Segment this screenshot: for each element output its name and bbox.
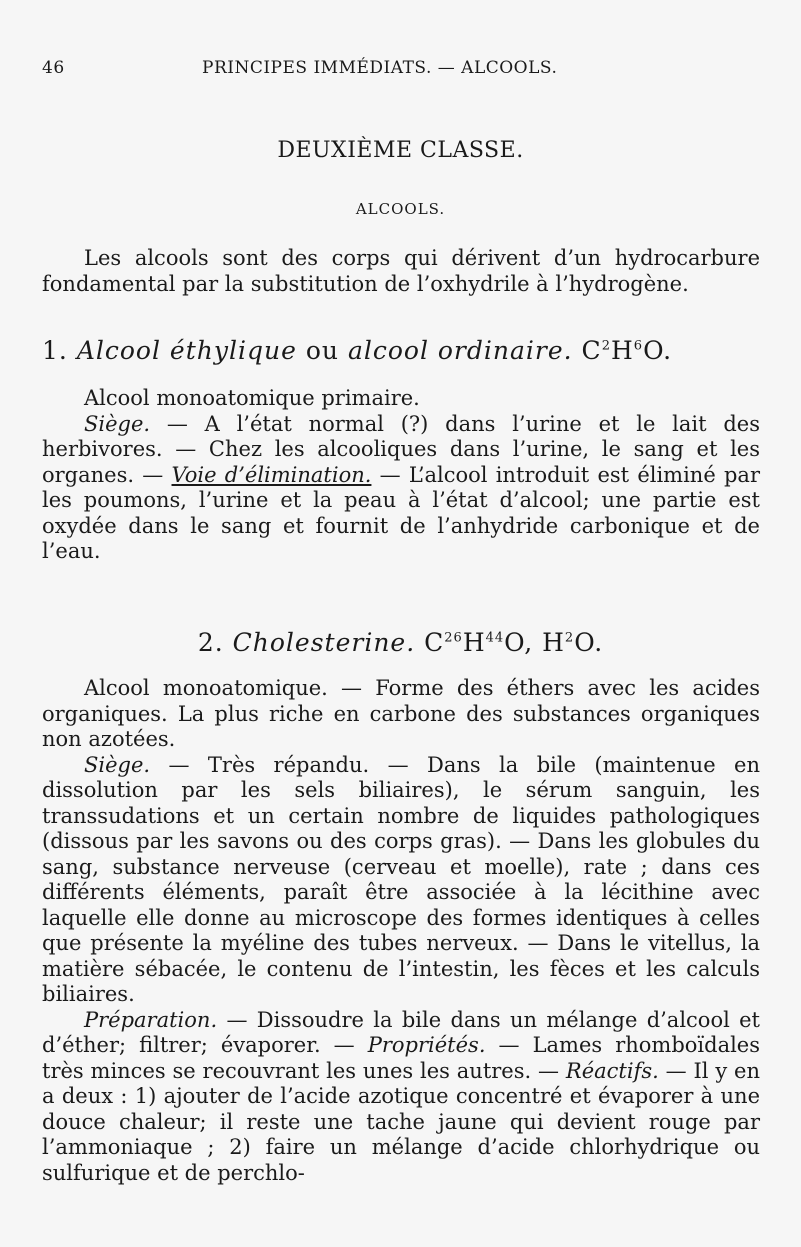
- entry-1-type: Alcool monoatomique primaire.: [84, 386, 420, 410]
- entry-2-siege-paragraph: [42, 753, 760, 1008]
- entry-2-type: Alcool monoatomique. — Forme des éthers avec les acides organiques. La plus riche en carbone des substances organiques non azotées.: [42, 676, 760, 751]
- formula-h: H: [462, 628, 486, 657]
- entry-2-name: Cholesterine.: [232, 628, 416, 657]
- entry-1-voie-label: Voie d’élimination.: [171, 462, 372, 487]
- entry-1-formula: [582, 336, 673, 365]
- formula-c: C: [424, 628, 445, 657]
- entry-2-siege-text: — Très répandu. — Dans la bile (maintenue en dissolution par les sels biliaires), le sérum sanguin, les transsudations et un certain nombre de liquides pathologiques (dissous par les savons ou des corps gras). — Dans les globules du sang, substance nerveuse (cerveau et moelle), rate ; dans ces différents éléments, paraît être associée à la lécithine avec laquelle elle donne au microscope des formes identiques à celles que présente la myéline des tubes nerveux. — Dans le vitellus, la matière sébacée, le contenu de l’intestin, les fèces et les calculs biliaires.: [42, 752, 760, 1006]
- running-head: [42, 58, 582, 86]
- formula-h-sub: 6: [633, 338, 644, 354]
- intro-text: Les alcools sont des corps qui dérivent d’un hydrocarbure fondamental par la substitution de l’oxhydrile à l’hydrogène.: [42, 246, 760, 296]
- entry-1-connector: ou: [305, 336, 339, 365]
- formula-c-sub: 2: [601, 338, 611, 354]
- entry-2-siege-label: Siège.: [84, 752, 151, 777]
- formula-h-sub: 44: [485, 630, 505, 646]
- formula-c-sub: 26: [444, 630, 463, 646]
- page-number: 46: [42, 58, 65, 78]
- entry-2-prop-label: Propriétés.: [367, 1033, 486, 1057]
- entry-1-siege-paragraph: [42, 412, 760, 565]
- section-label: ALCOOLS.: [355, 200, 446, 218]
- entry-2-preparation-paragraph: [42, 1008, 760, 1187]
- entry-2-body: [42, 676, 760, 1186]
- entry-1-alt-name: alcool ordinaire.: [347, 336, 573, 365]
- running-title: PRINCIPES IMMÉDIATS. — ALCOOLS.: [202, 58, 558, 78]
- entry-2-react-label: Réactifs.: [565, 1058, 659, 1083]
- formula-water-h-sub: 2: [564, 630, 575, 646]
- formula-water-o: O.: [574, 628, 604, 657]
- entry-2-heading: [42, 628, 759, 657]
- entry-2-prop-text: — Lames rhomboïdales très minces se recouvrant les unes les autres. —: [42, 1033, 761, 1083]
- entry-1-body: [42, 386, 760, 565]
- entry-1-siege-text: — A l’état normal (?) dans l’urine et le lait des herbivores. — Chez les alcooliques dans l’urine, le sang et les organes. —: [42, 411, 760, 487]
- entry-1-voie-text: — L’alcool introduit est éliminé par les poumons, l’urine et la peau à l’état d’alcool; une partie est oxydée dans le sang et fournit de l’anhydride carbonique et de l’eau.: [42, 462, 760, 563]
- intro-paragraph: [42, 246, 760, 297]
- entry-2-formula: [424, 628, 603, 657]
- formula-o: O, H: [504, 628, 565, 657]
- entry-2-prep-text: — Dissoudre la bile dans un mélange d’alcool et d’éther; filtrer; évaporer. —: [42, 1007, 760, 1057]
- entry-1-number: 1.: [42, 336, 68, 365]
- class-heading: DEUXIÈME CLASSE.: [277, 138, 524, 163]
- entry-1-siege-label: Siège.: [84, 411, 151, 436]
- entry-2-number: 2.: [197, 628, 224, 657]
- formula-o: O.: [643, 336, 673, 365]
- formula-c: C: [581, 336, 602, 365]
- entry-1-name: Alcool éthylique: [76, 336, 297, 365]
- entry-2-prep-label: Préparation.: [84, 1007, 218, 1032]
- entry-2-react-text: — Il y en a deux : 1) ajouter de l’acide azotique concentré et évaporer à une douce chaleur; il reste une tache jaune qui devient rouge par l’ammoniaque ; 2) faire un mélange d’acide chlorhydrique ou sulfurique et de perchlo-: [42, 1058, 760, 1185]
- entry-1-heading: [42, 336, 760, 365]
- formula-h: H: [610, 336, 634, 365]
